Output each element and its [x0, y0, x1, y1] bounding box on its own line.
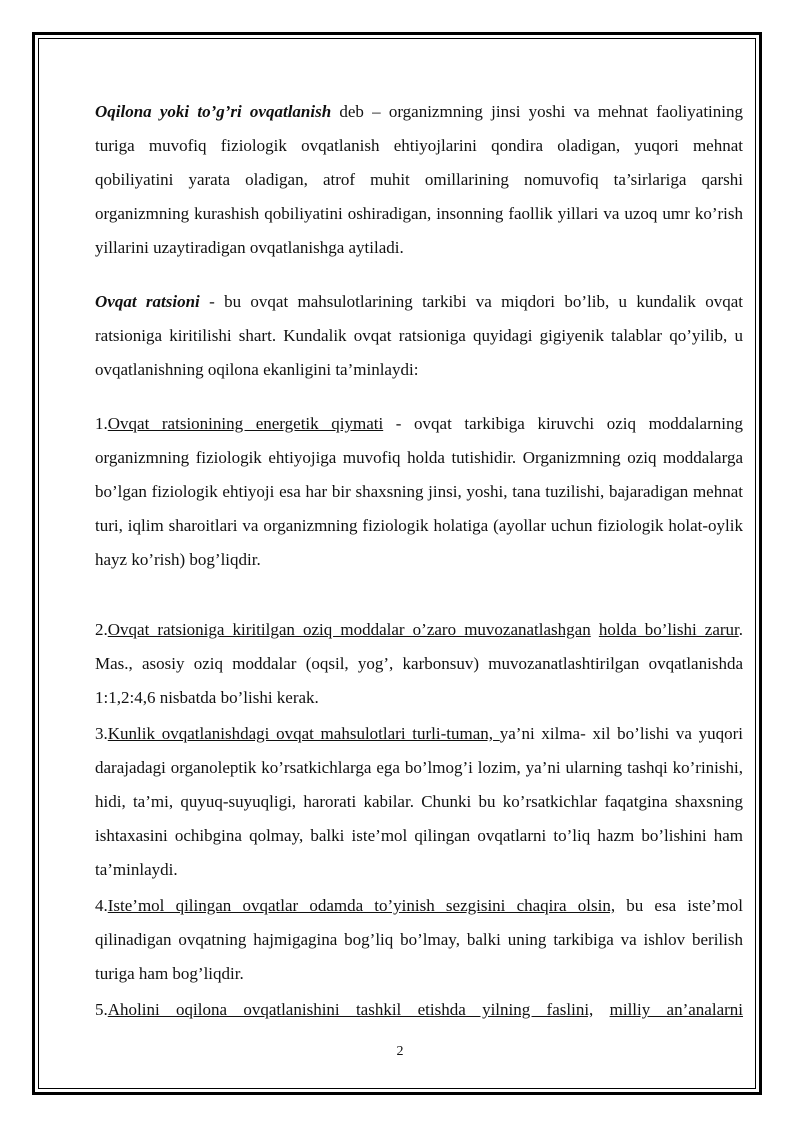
list-item-4: 4.Iste’mol qilingan ovqatlar odamda to’yinish sezgisini chaqira olsin, bu esa iste’mol qilinadigan ovqatning hajmigagina bog’liq bo’lmay, balki uning tarkibiga va ishlov berilish turiga ham bog’liqdir.	[95, 896, 744, 983]
list-item-3: 3.Kunlik ovqatlanishdagi ovqat mahsulotlari turli-tuman, ya’ni xilma- xil bo’lishi va yuqori darajadagi organoleptik ko’rsatkichlarga ega bo’lmog’i lozim, ya’ni ularning tashqi ko’rinishi, hidi, ta’mi, quyuq-suyuqligi, harorati kabilar. Chunki bu ko’rsatkichlar faqatgina shaxsning ishtaxasini ochibgina qolmay, balki iste’mol qilingan ovqatlarni to’liq hazm bo’lishini ham ta’minlaydi.	[95, 724, 743, 879]
list-item-5: 5.Aholini oqilona ovqatlanishini tashkil etishda yilning faslini, milliy an’analarni	[95, 1000, 744, 1019]
paragraph-diet: Ovqat ratsioni - bu ovqat mahsulotlarining tarkibi va miqdori bo’lib, u kundalik ovqat ratsioniga kiritilishi shart. Kundalik ovqat ratsioniga quyidagi gigiyenik talablar qo’yilib, u ovqatlanishning oqilona ekanligini ta’minlaydi:	[95, 292, 743, 379]
term-rational-nutrition: Oqilona yoki to’g’ri ovqatlanish	[95, 102, 332, 121]
underlined-phrase: Kunlik ovqatlanishdagi ovqat mahsulotlari turli-tuman,	[107, 724, 500, 743]
document-body	[95, 95, 743, 1027]
underlined-phrase: holda bo’lishi zarur	[598, 620, 739, 639]
underlined-phrase: Iste’mol qilingan ovqatlar odamda to’yinish sezgisini chaqira olsin,	[107, 896, 616, 915]
list-item-2: 2.Ovqat ratsioniga kiritilgan oziq moddalar o’zaro muvozanatlashgan holda bo’lishi zarur. Mas., asosiy oziq moddalar (oqsil, yog’, karbonsuv) muvozanatlashtirilgan ovqatlanishda 1:1,2:4,6 nisbatda bo’lishi kerak.	[95, 620, 744, 707]
underlined-phrase: Ovqat ratsioniga kiritilgan oziq moddalar o’zaro muvozanatlashgan	[107, 620, 591, 639]
term-diet: Ovqat ratsioni	[95, 292, 200, 311]
underlined-phrase: milliy an’analarni	[609, 1000, 744, 1019]
underlined-phrase: Aholini oqilona ovqatlanishini tashkil etishda yilning faslini,	[107, 1000, 594, 1019]
underlined-phrase: Ovqat ratsionining energetik qiymati	[107, 414, 384, 433]
paragraph-definition: Oqilona yoki to’g’ri ovqatlanish deb – organizmning jinsi yoshi va mehnat faoliyatining turiga muvofiq fiziologik ovqatlanish ehtiyojlarini qondira oladigan, yuqori mehnat qobiliyatini yarata oladigan, atrof muhit omillarining nomuvofiq ta’sirlariga qarshi organizmning kurashish qobiliyatini oshiradigan, insonning faollik yillari va uzoq umr ko’rish yillarini uzaytiradigan ovqatlanishga aytiladi.	[95, 102, 743, 257]
list-item-1: 1.Ovqat ratsionining energetik qiymati - ovqat tarkibiga kiruvchi oziq moddalarning organizmning fiziologik ehtiyojiga muvofiq holda tutishidir. Organizmning oziq moddalarga bo’lgan fiziologik ehtiyoji esa har bir shaxsning jinsi, yoshi, tana tuzilishi, bajaradigan mehnat turi, iqlim sharoitlari va organizmning fiziologik holatiga (ayollar uchun fiziologik holat-oylik hayz ko’rish) bog’liqdir.	[95, 414, 743, 569]
page-number: 2	[396, 1044, 404, 1059]
